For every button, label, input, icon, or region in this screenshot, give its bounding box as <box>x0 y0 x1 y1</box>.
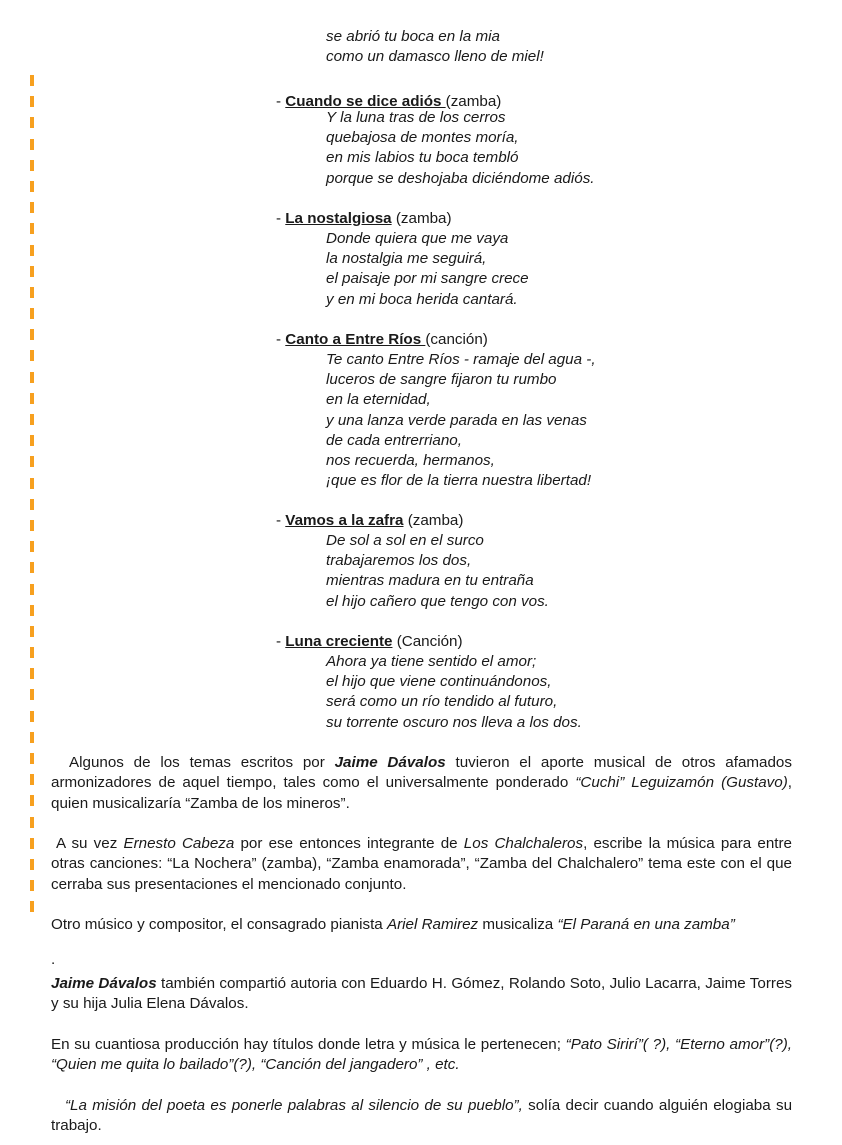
margin-dash <box>30 541 34 552</box>
verse-line: ¡que es flor de la tierra nuestra libertad! <box>326 472 592 490</box>
song-prefix: - <box>276 331 286 348</box>
song-title: Cuando se dice adiós <box>285 93 446 110</box>
text-run: , quien musicalizaría “Zamba de los mineros”. <box>51 774 792 812</box>
verse-line: su torrente oscuro nos lleva a los dos. <box>326 713 582 731</box>
margin-dash <box>30 520 34 531</box>
margin-dash <box>30 181 34 192</box>
song-genre: (zamba) <box>445 93 502 110</box>
text-run: por ese entonces integrante de <box>234 835 464 852</box>
song-title: Luna creciente <box>285 633 393 650</box>
song-heading <box>276 632 463 652</box>
margin-dash <box>30 774 34 785</box>
margin-dash <box>30 626 34 637</box>
margin-dash <box>30 308 34 319</box>
person-name: “Cuchi” Leguizamón (Gustavo) <box>575 774 788 792</box>
paragraph-co-authors <box>51 974 792 1015</box>
margin-dash <box>30 393 34 404</box>
verse-line: y en mi boca herida cantará. <box>326 290 518 308</box>
song-prefix: - <box>276 93 286 110</box>
text-run: solía decir cuando alguién elogiaba su trabajo. <box>51 1097 793 1135</box>
verse-line: como un damasco lleno de miel! <box>326 48 544 66</box>
verse-line: Te canto Entre Ríos - ramaje del agua -, <box>326 351 596 368</box>
verse-line: se abrió tu boca en la mia <box>326 28 500 45</box>
verse-line: y una lanza verde parada en las venas <box>326 411 587 429</box>
margin-dash <box>30 880 34 891</box>
song-genre: (zamba) <box>403 512 464 529</box>
song-title: Canto a Entre Ríos <box>285 331 426 348</box>
song-verse <box>326 108 595 189</box>
margin-dash <box>30 562 34 573</box>
song-genre: (canción) <box>425 331 488 348</box>
margin-dash <box>30 117 34 128</box>
verse-line: el hijo que viene continuándonos, <box>326 673 552 691</box>
verse-line: el hijo cañero que tengo con vos. <box>326 592 549 610</box>
text-run: también compartió autoria con Eduardo H. Gómez, Rolando Soto, Julio Lacarra, Jaime Torres y su hija Julia Elena Dávalos. <box>51 975 792 1013</box>
song-verse <box>326 652 582 733</box>
top-verse <box>326 27 544 67</box>
margin-dash <box>30 329 34 340</box>
verse-line: Ahora ya tiene sentido el amor; <box>326 653 537 670</box>
margin-dash <box>30 499 34 510</box>
margin-dash <box>30 711 34 722</box>
margin-dash <box>30 647 34 658</box>
margin-dash <box>30 859 34 870</box>
margin-dash <box>30 372 34 383</box>
song-genre: (Canción) <box>392 633 463 650</box>
margin-dash <box>30 266 34 277</box>
verse-line: el paisaje por mi sangre crece <box>326 270 529 288</box>
quote: “La misión del poeta es ponerle palabras al silencio de su pueblo”, <box>65 1097 523 1114</box>
paragraph-musical-contributors <box>51 753 792 814</box>
margin-dash <box>30 838 34 849</box>
song-prefix: - <box>276 210 286 227</box>
text-run: En su cuantiosa producción hay títulos donde letra y música le pertenecen; <box>51 1036 566 1053</box>
song-verse <box>326 350 596 491</box>
song-prefix: - <box>276 633 286 650</box>
text-run: Algunos de los temas escritos por <box>69 754 335 771</box>
song-prefix: - <box>276 512 286 529</box>
person-name: Jaime Dávalos <box>334 754 446 771</box>
paragraph-quote <box>51 1096 792 1137</box>
verse-line: Y la luna tras de los cerros <box>326 109 506 126</box>
text-run: Otro músico y compositor, el consagrado pianista <box>51 916 387 933</box>
person-name: Ariel Ramirez <box>386 916 479 933</box>
text-run: , escribe la música para entre otras canciones: “La Nochera” (zamba), “Zamba enamorada”, “Zamba del Chalchalero” tema este con el que cerraba sus presentaciones el mencionado conjunto. <box>51 835 793 893</box>
margin-dash <box>30 139 34 150</box>
song-title: Vamos a la zafra <box>285 512 404 529</box>
song-title-inline: “El Paraná en una zamba” <box>557 916 735 933</box>
paragraph-ariel-ramirez <box>51 915 792 935</box>
song-heading <box>276 209 452 229</box>
margin-dash <box>30 223 34 234</box>
margin-dash <box>30 202 34 213</box>
song-heading <box>276 511 463 531</box>
song-verse <box>326 229 529 310</box>
verse-line: será como un río tendido al futuro, <box>326 693 558 711</box>
margin-dash <box>30 795 34 806</box>
margin-dash <box>30 414 34 425</box>
margin-dash-line <box>30 75 35 923</box>
song-list-inline: “Pato Sirirí”( ?), “Eterno amor”(?), “Quien me quita lo bailado”(?), “Canción del jangadero” , etc. <box>51 1036 792 1074</box>
song-title: La nostalgiosa <box>285 210 392 227</box>
margin-dash <box>30 435 34 446</box>
margin-dash <box>30 75 34 86</box>
paragraph-own-works <box>51 1035 792 1076</box>
verse-line: quebajosa de montes moría, <box>326 129 519 147</box>
song-verse <box>326 531 549 612</box>
person-name: Jaime Dávalos <box>51 975 157 992</box>
margin-dash <box>30 287 34 298</box>
verse-line: De sol a sol en el surco <box>326 532 484 549</box>
margin-dash <box>30 160 34 171</box>
text-run: A su vez <box>56 835 124 852</box>
verse-line: luceros de sangre fijaron tu rumbo <box>326 371 557 389</box>
margin-dash <box>30 753 34 764</box>
margin-dash <box>30 668 34 679</box>
song-heading <box>276 330 488 350</box>
verse-line: porque se deshojaba diciéndome adiós. <box>326 169 595 187</box>
song-genre: (zamba) <box>391 210 452 227</box>
margin-dash <box>30 817 34 828</box>
verse-line: mientras madura en tu entraña <box>326 572 534 590</box>
margin-dash <box>30 605 34 616</box>
margin-dash <box>30 96 34 107</box>
verse-line: nos recuerda, hermanos, <box>326 452 495 470</box>
margin-dash <box>30 350 34 361</box>
paragraph-ernesto-cabeza <box>51 834 792 895</box>
verse-line: trabajaremos los dos, <box>326 552 472 570</box>
margin-dash <box>30 245 34 256</box>
margin-dash <box>30 732 34 743</box>
stray-period: . <box>51 951 56 968</box>
verse-line: en la eternidad, <box>326 391 431 409</box>
margin-dash <box>30 689 34 700</box>
text-run: musicaliza <box>478 916 558 933</box>
person-name: Ernesto Cabeza <box>123 835 235 852</box>
margin-dash <box>30 584 34 595</box>
verse-line: Donde quiera que me vaya <box>326 230 509 247</box>
group-name: Los Chalchaleros <box>463 835 584 852</box>
verse-line: en mis labios tu boca tembló <box>326 149 519 167</box>
margin-dash <box>30 901 34 912</box>
text-run: tuvieron el aporte musical de otros afamados armonizadores de aquel tiempo, tales como el universalmente ponderado <box>51 754 792 792</box>
margin-dash <box>30 478 34 489</box>
verse-line: de cada entrerriano, <box>326 431 462 449</box>
margin-dash <box>30 456 34 467</box>
verse-line: la nostalgia me seguirá, <box>326 250 487 268</box>
